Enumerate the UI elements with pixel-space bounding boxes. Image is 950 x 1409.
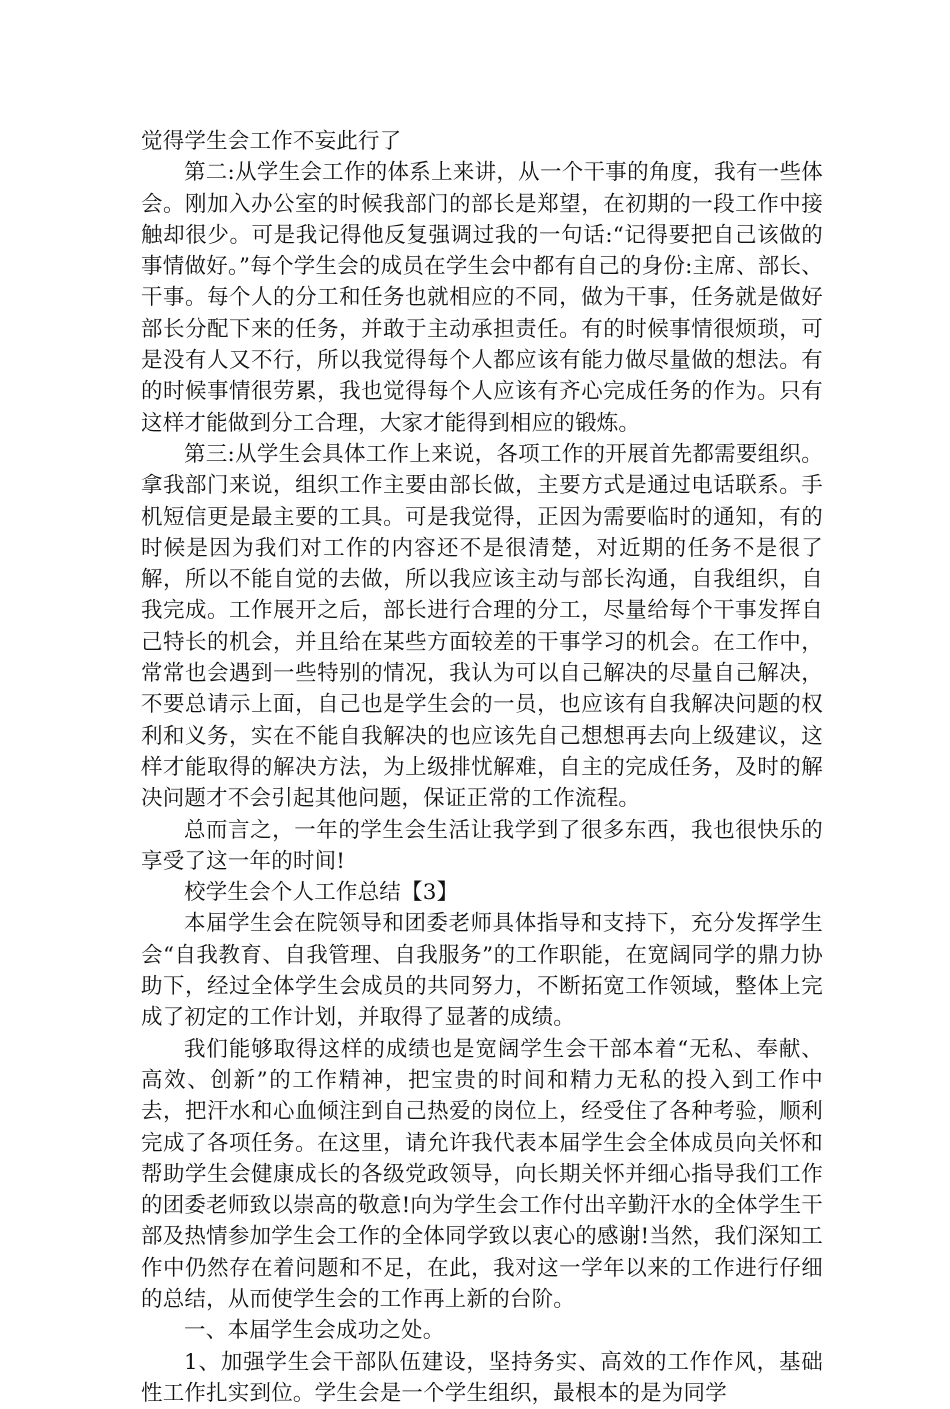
document-body bbox=[141, 126, 823, 1409]
paragraph-1: 觉得学生会工作不妄此行了 bbox=[141, 129, 402, 154]
section-heading: 校学生会个人工作总结【3】 bbox=[184, 880, 459, 906]
paragraph-3: 第三:从学生会具体工作上来说，各项工作的开展首先都需要组织。拿我部门来说，组织工作主要由部长做，主要方式是通过电话联系。手机短信更是最主要的工具。可是我觉得，正因为需要临时的通知，有的时候是因为我们对工作的内容还不是很清楚，对近期的任务不是很了解，所以不能自觉的去做，所以我应该主动与部长沟通，自我组织，自我完成。工作展开之后，部长进行合理的分工，尽量给每个干事发挥自己特长的机会，并且给在某些方面较差的干事学习的机会。在工作中，常常也会遇到一些特别的情况，我认为可以自己解决的尽量自己解决，不要总请示上面，自己也是学生会的一员，也应该有自我解决问题的权利和义务，实在不能自我解决的也应该先自己想想再去向上级建议，这样才能取得的解决方法，为上级排忧解难，自主的完成任务，及时的解决问题才不会引起其他问题，保证正常的工作流程。 bbox=[141, 441, 823, 812]
paragraph-4: 总而言之，一年的学生会生活让我学到了很多东西，我也很快乐的享受了这一年的时间! bbox=[141, 817, 823, 874]
paragraph-5: 本届学生会在院领导和团委老师具体指导和支持下，充分发挥学生会“自我教育、自我管理、自我服务”的工作职能，在宽阔同学的鼎力协助下，经过全体学生会成员的共同努力，不断拓宽工作领域，整体上完成了初定的工作计划，并取得了显著的成绩。 bbox=[141, 911, 823, 1031]
paragraph-6: 我们能够取得这样的成绩也是宽阔学生会干部本着“无私、奉献、高效、创新”的工作精神，把宝贵的时间和精力无私的投入到工作中去，把汗水和心血倾注到自己热爱的岗位上，经受住了各种考验，顺利完成了各项任务。在这里，请允许我代表本届学生会全体成员向关怀和帮助学生会健康成长的各级党政领导，向长期关怀并细心指导我们工作的团委老师致以崇高的敬意!向为学生会工作付出辛勤汗水的全体学生干部及热情参加学生会工作的全体同学致以衷心的感谢!当然，我们深知工作中仍然存在着问题和不足，在此，我对这一学年以来的工作进行仔细的总结，从而使学生会的工作再上新的台阶。 bbox=[141, 1036, 823, 1312]
subsection-heading: 一、本届学生会成功之处。 bbox=[184, 1318, 445, 1344]
paragraph-7: 1、加强学生会干部队伍建设，坚持务实、高效的工作作风，基础性工作扎实到位。学生会是一个学生组织，最根本的是为同学 bbox=[141, 1349, 823, 1406]
paragraph-2: 第二:从学生会工作的体系上来讲，从一个干事的角度，我有一些体会。刚加入办公室的时候我部门的部长是郑望，在初期的一段工作中接触却很少。可是我记得他反复强调过我的一句话:“记得要把自己该做的事情做好。”每个学生会的成员在学生会中都有自己的身份:主席、部长、干事。每个人的分工和任务也就相应的不同，做为干事，任务就是做好部长分配下来的任务，并敢于主动承担责任。有的时候事情很烦琐，可是没有人又不行，所以我觉得每个人都应该有能力做尽量做的想法。有的时候事情很劳累，我也觉得每个人应该有齐心完成任务的作为。只有这样才能做到分工合理，大家才能得到相应的锻炼。 bbox=[141, 160, 823, 436]
